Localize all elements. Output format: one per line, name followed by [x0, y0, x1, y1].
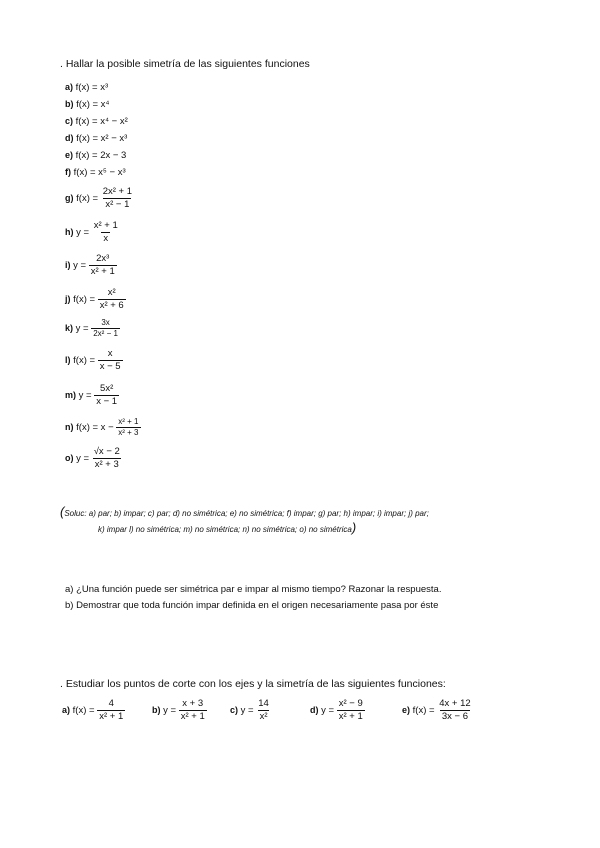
section1-title: . Hallar la posible simetría de las siguientes funciones [60, 58, 310, 70]
open-parenthesis: ( [60, 504, 65, 519]
exercise-d [65, 133, 127, 144]
numerator: x [107, 348, 113, 359]
numerator: 2x³ [96, 253, 110, 264]
exercise-label: n) [65, 422, 74, 433]
fraction [256, 698, 271, 723]
exercise-prefix: y = [76, 453, 90, 465]
exercise-label: h) [65, 227, 74, 238]
exercise-label: b) [65, 99, 74, 109]
numerator: x² + 1 [118, 417, 139, 426]
fraction [101, 186, 134, 211]
numerator: x² [107, 287, 116, 298]
denominator: x − 5 [99, 361, 121, 372]
question-a: a) ¿Una función puede ser simétrica par e impar al mismo tiempo? Razonar la respuesta. [65, 584, 442, 595]
solutions-text-1: Soluc: a) par; b) impar; c) par; d) no simétrica; e) no simétrica; f) impar; g) par; h) impar; i) impar; j) par; [64, 509, 429, 518]
exercise-e [65, 150, 126, 161]
numerator: √x − 2 [93, 446, 120, 457]
denominator: x² + 3 [118, 428, 139, 437]
exercise-prefix: f(x) = [73, 294, 96, 306]
exercise-prefix: f(x) = x − [76, 422, 114, 434]
fraction [97, 698, 125, 723]
denominator: x² [259, 711, 268, 722]
exercise-3e [402, 698, 473, 723]
numerator: 4 [108, 698, 114, 709]
exercise-prefix: f(x) = [412, 705, 435, 717]
exercise-prefix: f(x) = [76, 193, 99, 205]
denominator: x [103, 233, 109, 244]
exercise-label: o) [65, 453, 74, 464]
denominator: x² + 1 [99, 711, 124, 722]
fraction [94, 383, 119, 408]
denominator: x² + 1 [180, 711, 205, 722]
exercise-expression: f(x) = x³ [75, 82, 109, 93]
fraction [98, 287, 126, 312]
exercise-prefix: y = [78, 390, 92, 402]
exercise-label: c) [65, 116, 74, 126]
fraction [92, 446, 122, 471]
denominator: x − 1 [96, 396, 118, 407]
exercise-label: g) [65, 193, 74, 204]
exercise-o [65, 446, 122, 471]
exercise-prefix: y = [73, 260, 87, 272]
exercise-label: a) [65, 82, 74, 92]
exercise-label: i) [65, 260, 71, 271]
fraction [116, 417, 140, 438]
exercise-label: d) [310, 705, 319, 716]
exercise-prefix: y = [75, 323, 89, 335]
question-b: b) Demostrar que toda función impar definida en el origen necesariamente pasa por éste [65, 600, 439, 611]
exercise-prefix: f(x) = [73, 355, 96, 367]
exercise-3c [230, 698, 271, 723]
exercise-label: a) [62, 705, 71, 716]
exercise-label: b) [152, 705, 161, 716]
solutions-line-1 [60, 504, 429, 519]
exercise-label: c) [230, 705, 239, 716]
fraction [89, 253, 117, 278]
exercise-l [65, 348, 123, 373]
exercise-c [65, 116, 128, 127]
denominator: 2x² − 1 [93, 329, 118, 338]
denominator: x² − 1 [105, 199, 130, 210]
denominator: x² + 3 [94, 459, 119, 470]
exercise-label: k) [65, 323, 74, 334]
exercise-expression: f(x) = 2x − 3 [75, 150, 127, 161]
exercise-3a [62, 698, 125, 723]
numerator: x² + 1 [93, 220, 118, 231]
exercise-a [65, 82, 108, 93]
numerator: 4x + 12 [439, 698, 471, 709]
exercise-3b [152, 698, 207, 723]
denominator: x² + 1 [338, 711, 363, 722]
exercise-prefix: y = [321, 705, 335, 717]
denominator: 3x − 6 [441, 711, 468, 722]
exercise-k [65, 318, 120, 339]
exercise-label: e) [65, 150, 74, 160]
exercise-h [65, 220, 120, 245]
numerator: x + 3 [182, 698, 204, 709]
exercise-label: l) [65, 355, 71, 366]
numerator: 5x² [100, 383, 114, 394]
fraction [92, 220, 120, 245]
fraction [437, 698, 472, 723]
exercise-label: e) [402, 705, 411, 716]
exercise-f [65, 167, 126, 178]
exercise-expression: f(x) = x⁴ − x² [75, 116, 128, 127]
fraction [179, 698, 207, 723]
close-parenthesis: ) [351, 520, 357, 535]
exercise-g [65, 186, 134, 211]
numerator: 2x² + 1 [102, 186, 132, 197]
exercise-expression: f(x) = x⁵ − x³ [73, 167, 126, 178]
fraction [337, 698, 365, 723]
solutions-text-2: k) impar l) no simétrica; m) no simétrica; n) no simétrica; o) no simétrica [98, 525, 352, 534]
numerator: x² − 9 [338, 698, 363, 709]
exercise-prefix: y = [240, 705, 254, 717]
exercise-m [65, 383, 119, 408]
exercise-expression: f(x) = x² − x³ [76, 133, 128, 144]
exercise-j [65, 287, 126, 312]
exercise-i [65, 253, 117, 278]
exercise-label: m) [65, 390, 76, 401]
exercise-prefix: y = [163, 705, 177, 717]
exercise-prefix: f(x) = [72, 705, 95, 717]
solutions-line-2 [98, 520, 356, 535]
exercise-3d [310, 698, 365, 723]
fraction [91, 318, 120, 339]
exercise-label: d) [65, 133, 74, 143]
exercise-b [65, 99, 110, 110]
exercise-expression: f(x) = x⁴ [76, 99, 110, 110]
fraction [98, 348, 123, 373]
numerator: 14 [258, 698, 269, 709]
exercise-label: j) [65, 294, 71, 305]
exercise-prefix: y = [76, 227, 90, 239]
exercise-n [65, 417, 141, 438]
denominator: x² + 1 [90, 266, 115, 277]
denominator: x² + 6 [99, 300, 124, 311]
exercise-label: f) [65, 167, 71, 177]
section3-title: . Estudiar los puntos de corte con los ejes y la simetría de las siguientes funciones: [60, 678, 446, 690]
numerator: 3x [101, 318, 110, 327]
